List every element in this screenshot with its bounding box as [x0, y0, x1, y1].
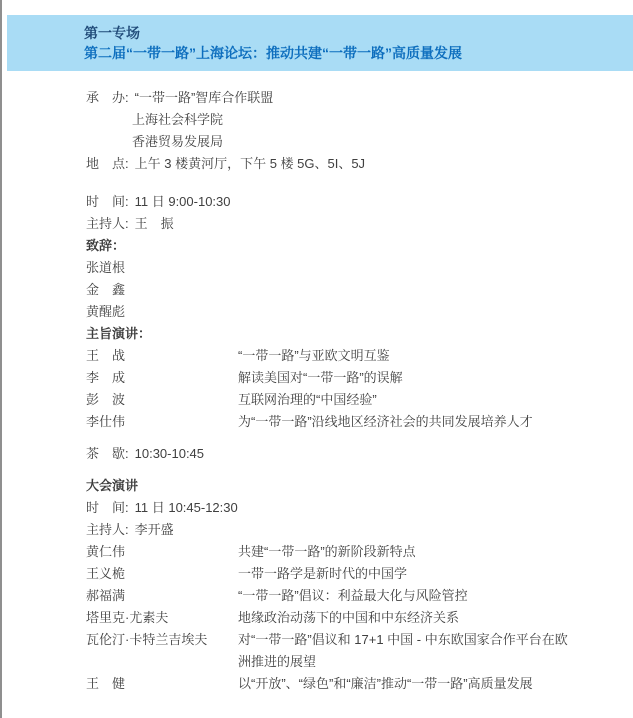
speech-topic: 以“开放”、“绿色”和“廉洁”推动“一带一路”高质量发展 — [238, 676, 533, 691]
greeter-name: 金 鑫 — [86, 282, 126, 297]
speaker-name: 塔里克·尤素夫 — [86, 610, 169, 625]
speech-row — [86, 585, 573, 607]
speech-topic: 对“一带一路”倡议和 17+1 中国 - 中东欧国家合作平台在欧洲推进的展望 — [238, 632, 568, 669]
organizer-row — [86, 131, 573, 153]
organizer-label: 承 办: — [86, 90, 129, 105]
speech-topic: 解读美国对“一带一路”的误解 — [238, 370, 403, 385]
speech-row — [86, 607, 573, 629]
greetings-heading: 致辞： — [86, 238, 126, 253]
session2-heading: 大会演讲 — [86, 478, 139, 493]
host-row — [86, 519, 573, 541]
speech-topic: 共建“一带一路”的新阶段新特点 — [238, 544, 416, 559]
break-label: 茶 歇: — [86, 446, 129, 461]
keynote-heading: 主旨演讲： — [86, 326, 152, 341]
speech-row — [86, 673, 573, 695]
speech-topic: 互联网治理的“中国经验” — [238, 392, 377, 407]
speaker-name: 李仕伟 — [86, 414, 126, 429]
keynote-row — [86, 389, 573, 411]
speaker-name: 李 成 — [86, 370, 126, 385]
speaker-name: 王义桅 — [86, 566, 126, 581]
forum-title: 第二届“一带一路”上海论坛：推动共建“一带一路”高质量发展 — [84, 45, 462, 61]
break-row — [86, 443, 573, 465]
organizer-item: “一带一路”智库合作联盟 — [134, 90, 274, 105]
time-row — [86, 191, 573, 213]
host-row — [86, 213, 573, 235]
session2-block — [86, 475, 573, 695]
venue-row — [86, 153, 573, 175]
venue-value: 上午 3 楼黄河厅，下午 5 楼 5G、5I、5J — [134, 156, 366, 171]
speech-topic: 地缘政治动荡下的中国和中东经济关系 — [238, 610, 460, 625]
time-label: 时 间: — [86, 194, 129, 209]
venue-label: 地 点: — [86, 156, 129, 171]
host-value: 李开盛 — [134, 522, 174, 537]
host-value: 王 振 — [134, 216, 174, 231]
time-value: 11 日 9:00-10:30 — [134, 194, 231, 209]
break-block — [86, 443, 573, 465]
time-label: 时 间: — [86, 500, 129, 515]
speaker-name: 王 战 — [86, 348, 126, 363]
info-block — [86, 87, 573, 175]
speaker-name: 彭 波 — [86, 392, 126, 407]
greeter-name: 黄醒彪 — [86, 304, 126, 319]
speech-row — [86, 563, 573, 585]
organizer-row — [86, 87, 573, 109]
speaker-name: 黄仁伟 — [86, 544, 126, 559]
break-time: 10:30-10:45 — [134, 446, 205, 461]
speaker-name: 王 健 — [86, 676, 126, 691]
host-label: 主持人: — [86, 522, 129, 537]
speech-topic: 为“一带一路”沿线地区经济社会的共同发展培养人才 — [238, 414, 533, 429]
speech-row — [86, 541, 573, 563]
session-header-band — [7, 15, 633, 71]
speech-topic: 一带一路学是新时代的中国学 — [238, 566, 408, 581]
organizer-row — [86, 109, 573, 131]
session-label: 第一专场 — [84, 25, 140, 41]
speech-row — [86, 629, 573, 673]
keynote-row — [86, 411, 573, 433]
time-value: 11 日 10:45-12:30 — [134, 500, 238, 515]
speaker-name: 郝福满 — [86, 588, 126, 603]
speaker-name: 瓦伦汀·卡特兰吉埃夫 — [86, 632, 208, 647]
host-label: 主持人: — [86, 216, 129, 231]
organizer-item: 上海社会科学院 — [132, 112, 224, 127]
time-row — [86, 497, 573, 519]
organizer-item: 香港贸易发展局 — [132, 134, 224, 149]
keynote-row — [86, 367, 573, 389]
speech-topic: “一带一路”与亚欧文明互鉴 — [238, 348, 390, 363]
session1-block — [86, 191, 573, 433]
greeter-name: 张道根 — [86, 260, 126, 275]
program-content — [2, 87, 633, 695]
keynote-row — [86, 345, 573, 367]
speech-topic: “一带一路”倡议：利益最大化与风险管控 — [238, 588, 468, 603]
